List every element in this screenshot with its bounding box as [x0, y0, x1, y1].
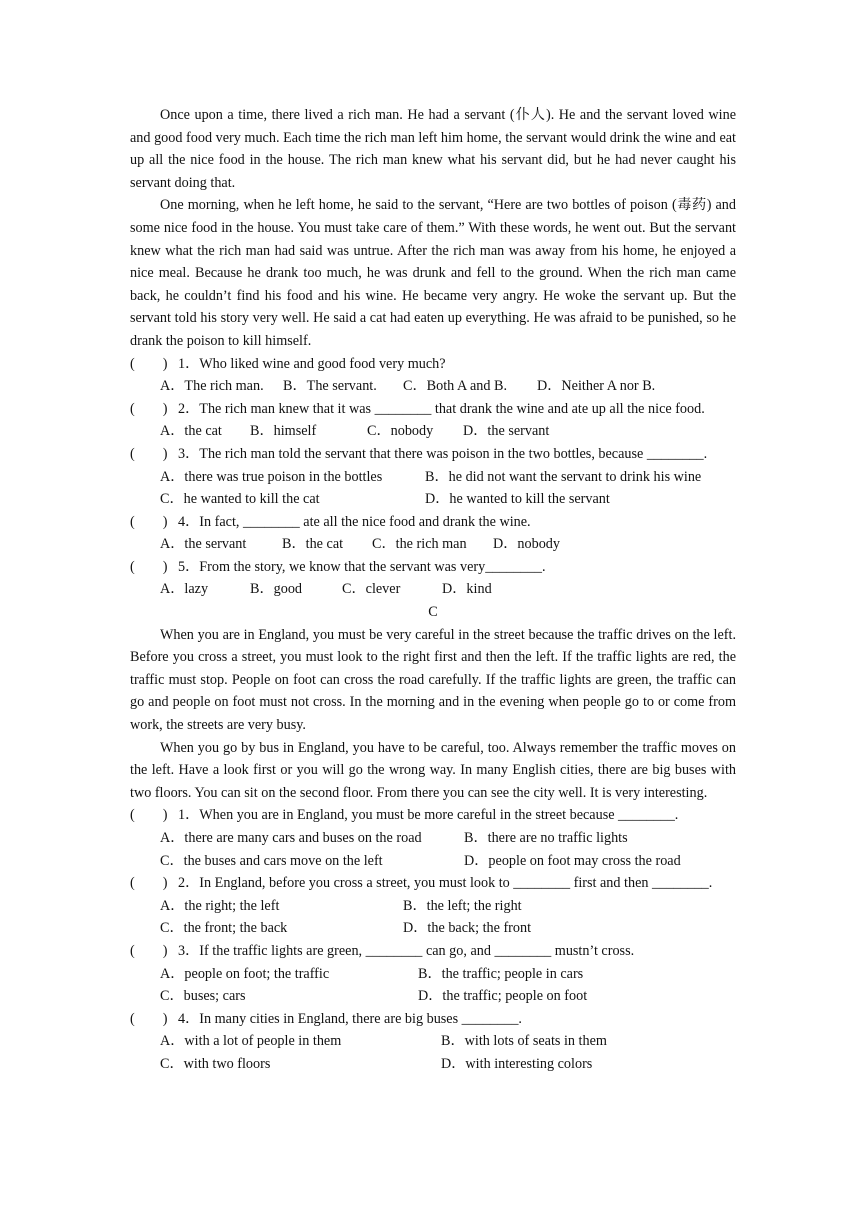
option[interactable]: A．lazy [160, 581, 209, 598]
option[interactable]: A．The rich man. [160, 378, 264, 395]
question-item [130, 398, 736, 421]
question-text: 1．Who liked wine and good food very much? [178, 355, 446, 372]
option-row [130, 375, 736, 398]
option-row [130, 466, 736, 489]
option-row [130, 963, 736, 986]
passage-paragraph: When you are in England, you must be very careful in the street because the traffic drives on the left. Before you cross a street, you must look to the right first and then the left. If the traffic lights are red, the traffic must stop. People on foot can cross the road carefully. If the traffic lights are green, the traffic can go and people on foot must not cross. In the morning and in the evening when people go to or come from work, the streets are very busy. [130, 626, 736, 734]
option[interactable]: B．the cat [282, 536, 344, 553]
question-text: 2．The rich man knew that it was ________ that drank the wine and ate up all the nice food. [178, 400, 705, 417]
passage-paragraph: Once upon a time, there lived a rich man. He had a servant (仆人). He and the servant loved wine and good food very much. Each time the rich man left him home, the servant would drink the wine and eat up all the nice food in the house. The rich man knew what his servant did, but he had never caught his servant doing that. [130, 107, 736, 191]
section-heading: C [428, 604, 438, 621]
question-item [130, 804, 736, 827]
option[interactable]: C．Both A and B. [403, 378, 508, 395]
option[interactable]: D．the servant [463, 423, 550, 440]
answer-blank[interactable]: ( ) [130, 513, 168, 530]
option[interactable]: B．good [250, 581, 303, 598]
option[interactable]: C．nobody [367, 423, 434, 440]
option[interactable]: D．with interesting colors [441, 1055, 593, 1072]
option[interactable]: D．people on foot may cross the road [464, 852, 681, 869]
option[interactable]: A．people on foot; the traffic [160, 965, 330, 982]
answer-blank[interactable]: ( ) [130, 558, 168, 575]
option[interactable]: B．the traffic; people in cars [418, 965, 584, 982]
option[interactable]: D．he wanted to kill the servant [425, 491, 610, 508]
option-row [130, 827, 736, 850]
question-item [130, 511, 736, 534]
question-text: 4．In fact, ________ ate all the nice food and drank the wine. [178, 513, 531, 530]
answer-blank[interactable]: ( ) [130, 445, 168, 462]
answer-blank[interactable]: ( ) [130, 942, 168, 959]
option[interactable]: B．with lots of seats in them [441, 1033, 607, 1050]
option-row [130, 1053, 736, 1076]
option-row [130, 533, 736, 556]
option[interactable]: A．there was true poison in the bottles [160, 468, 383, 485]
option[interactable]: B．The servant. [283, 378, 377, 395]
question-text: 3．If the traffic lights are green, ________ can go, and ________ mustn’t cross. [178, 942, 635, 959]
question-text: 5．From the story, we know that the servant was very________. [178, 558, 546, 575]
option[interactable]: D．kind [442, 581, 492, 598]
option[interactable]: D．the traffic; people on foot [418, 988, 588, 1005]
option[interactable]: A．the servant [160, 536, 247, 553]
passage-paragraph: One morning, when he left home, he said to the servant, “Here are two bottles of poison (毒药) and some nice food in the house. You must take care of them.” With these words, he went out. But the servant knew what the rich man had said was untrue. After the rich man was away from his home, he enjoyed a nice meal. Because he drank too much, he was drunk and fell to the ground. When the rich man came back, he couldn’t find his food and his wine. He became very angry. He woke the servant up. But the servant told his story very well. He said a cat had eaten up everything. He was afraid to be punished, so he drank the poison to kill himself. [130, 197, 736, 349]
option[interactable]: C．he wanted to kill the cat [160, 491, 320, 508]
question-item [130, 443, 736, 466]
question-text: 3．The rich man told the servant that there was poison in the two bottles, because ________. [178, 445, 708, 462]
option[interactable]: D．nobody [493, 536, 560, 553]
option-row [130, 488, 736, 511]
question-item [130, 353, 736, 376]
option[interactable]: B．there are no traffic lights [464, 830, 628, 846]
option[interactable]: A．the cat [160, 423, 222, 440]
option-row [130, 420, 736, 443]
passage-paragraph: When you go by bus in England, you have to be careful, too. Always remember the traffic moves on the left. Have a look first or you will go the wrong way. In many English cities, there are big buses with two floors. You can sit on the second floor. From there you can see the city well. It is very interesting. [130, 739, 736, 801]
option-row [130, 850, 736, 873]
answer-blank[interactable]: ( ) [130, 1010, 168, 1027]
question-text: 2．In England, before you cross a street, you must look to ________ first and then ________. [178, 875, 713, 892]
question-item [130, 556, 736, 579]
option[interactable]: C．with two floors [160, 1055, 271, 1072]
option[interactable]: B．the left; the right [403, 897, 522, 914]
option[interactable]: A．there are many cars and buses on the road [160, 830, 422, 846]
option-row [130, 1030, 736, 1053]
option[interactable]: A．the right; the left [160, 897, 280, 914]
option-row [130, 985, 736, 1008]
answer-blank[interactable]: ( ) [130, 400, 168, 417]
option[interactable]: C．the front; the back [160, 920, 288, 937]
option[interactable]: D．the back; the front [403, 920, 532, 937]
answer-blank[interactable]: ( ) [130, 875, 168, 892]
option[interactable]: C．the rich man [372, 536, 467, 553]
answer-blank[interactable]: ( ) [130, 355, 168, 372]
question-text: 4．In many cities in England, there are big buses ________. [178, 1010, 522, 1027]
question-item [130, 1008, 736, 1031]
option[interactable]: C．buses; cars [160, 988, 246, 1005]
option-row [130, 578, 736, 601]
question-item [130, 940, 736, 963]
worksheet-page [130, 104, 736, 1076]
option[interactable]: A．with a lot of people in them [160, 1033, 342, 1050]
option[interactable]: D．Neither A nor B. [537, 378, 656, 395]
option-row [130, 917, 736, 940]
option[interactable]: B．he did not want the servant to drink his wine [425, 468, 702, 485]
option-row [130, 895, 736, 918]
option[interactable]: C．clever [342, 581, 401, 598]
answer-blank[interactable]: ( ) [130, 807, 168, 824]
question-text: 1．When you are in England, you must be more careful in the street because ________. [178, 807, 679, 824]
option[interactable]: C．the buses and cars move on the left [160, 852, 383, 869]
option[interactable]: B．himself [250, 423, 317, 440]
question-item [130, 872, 736, 895]
